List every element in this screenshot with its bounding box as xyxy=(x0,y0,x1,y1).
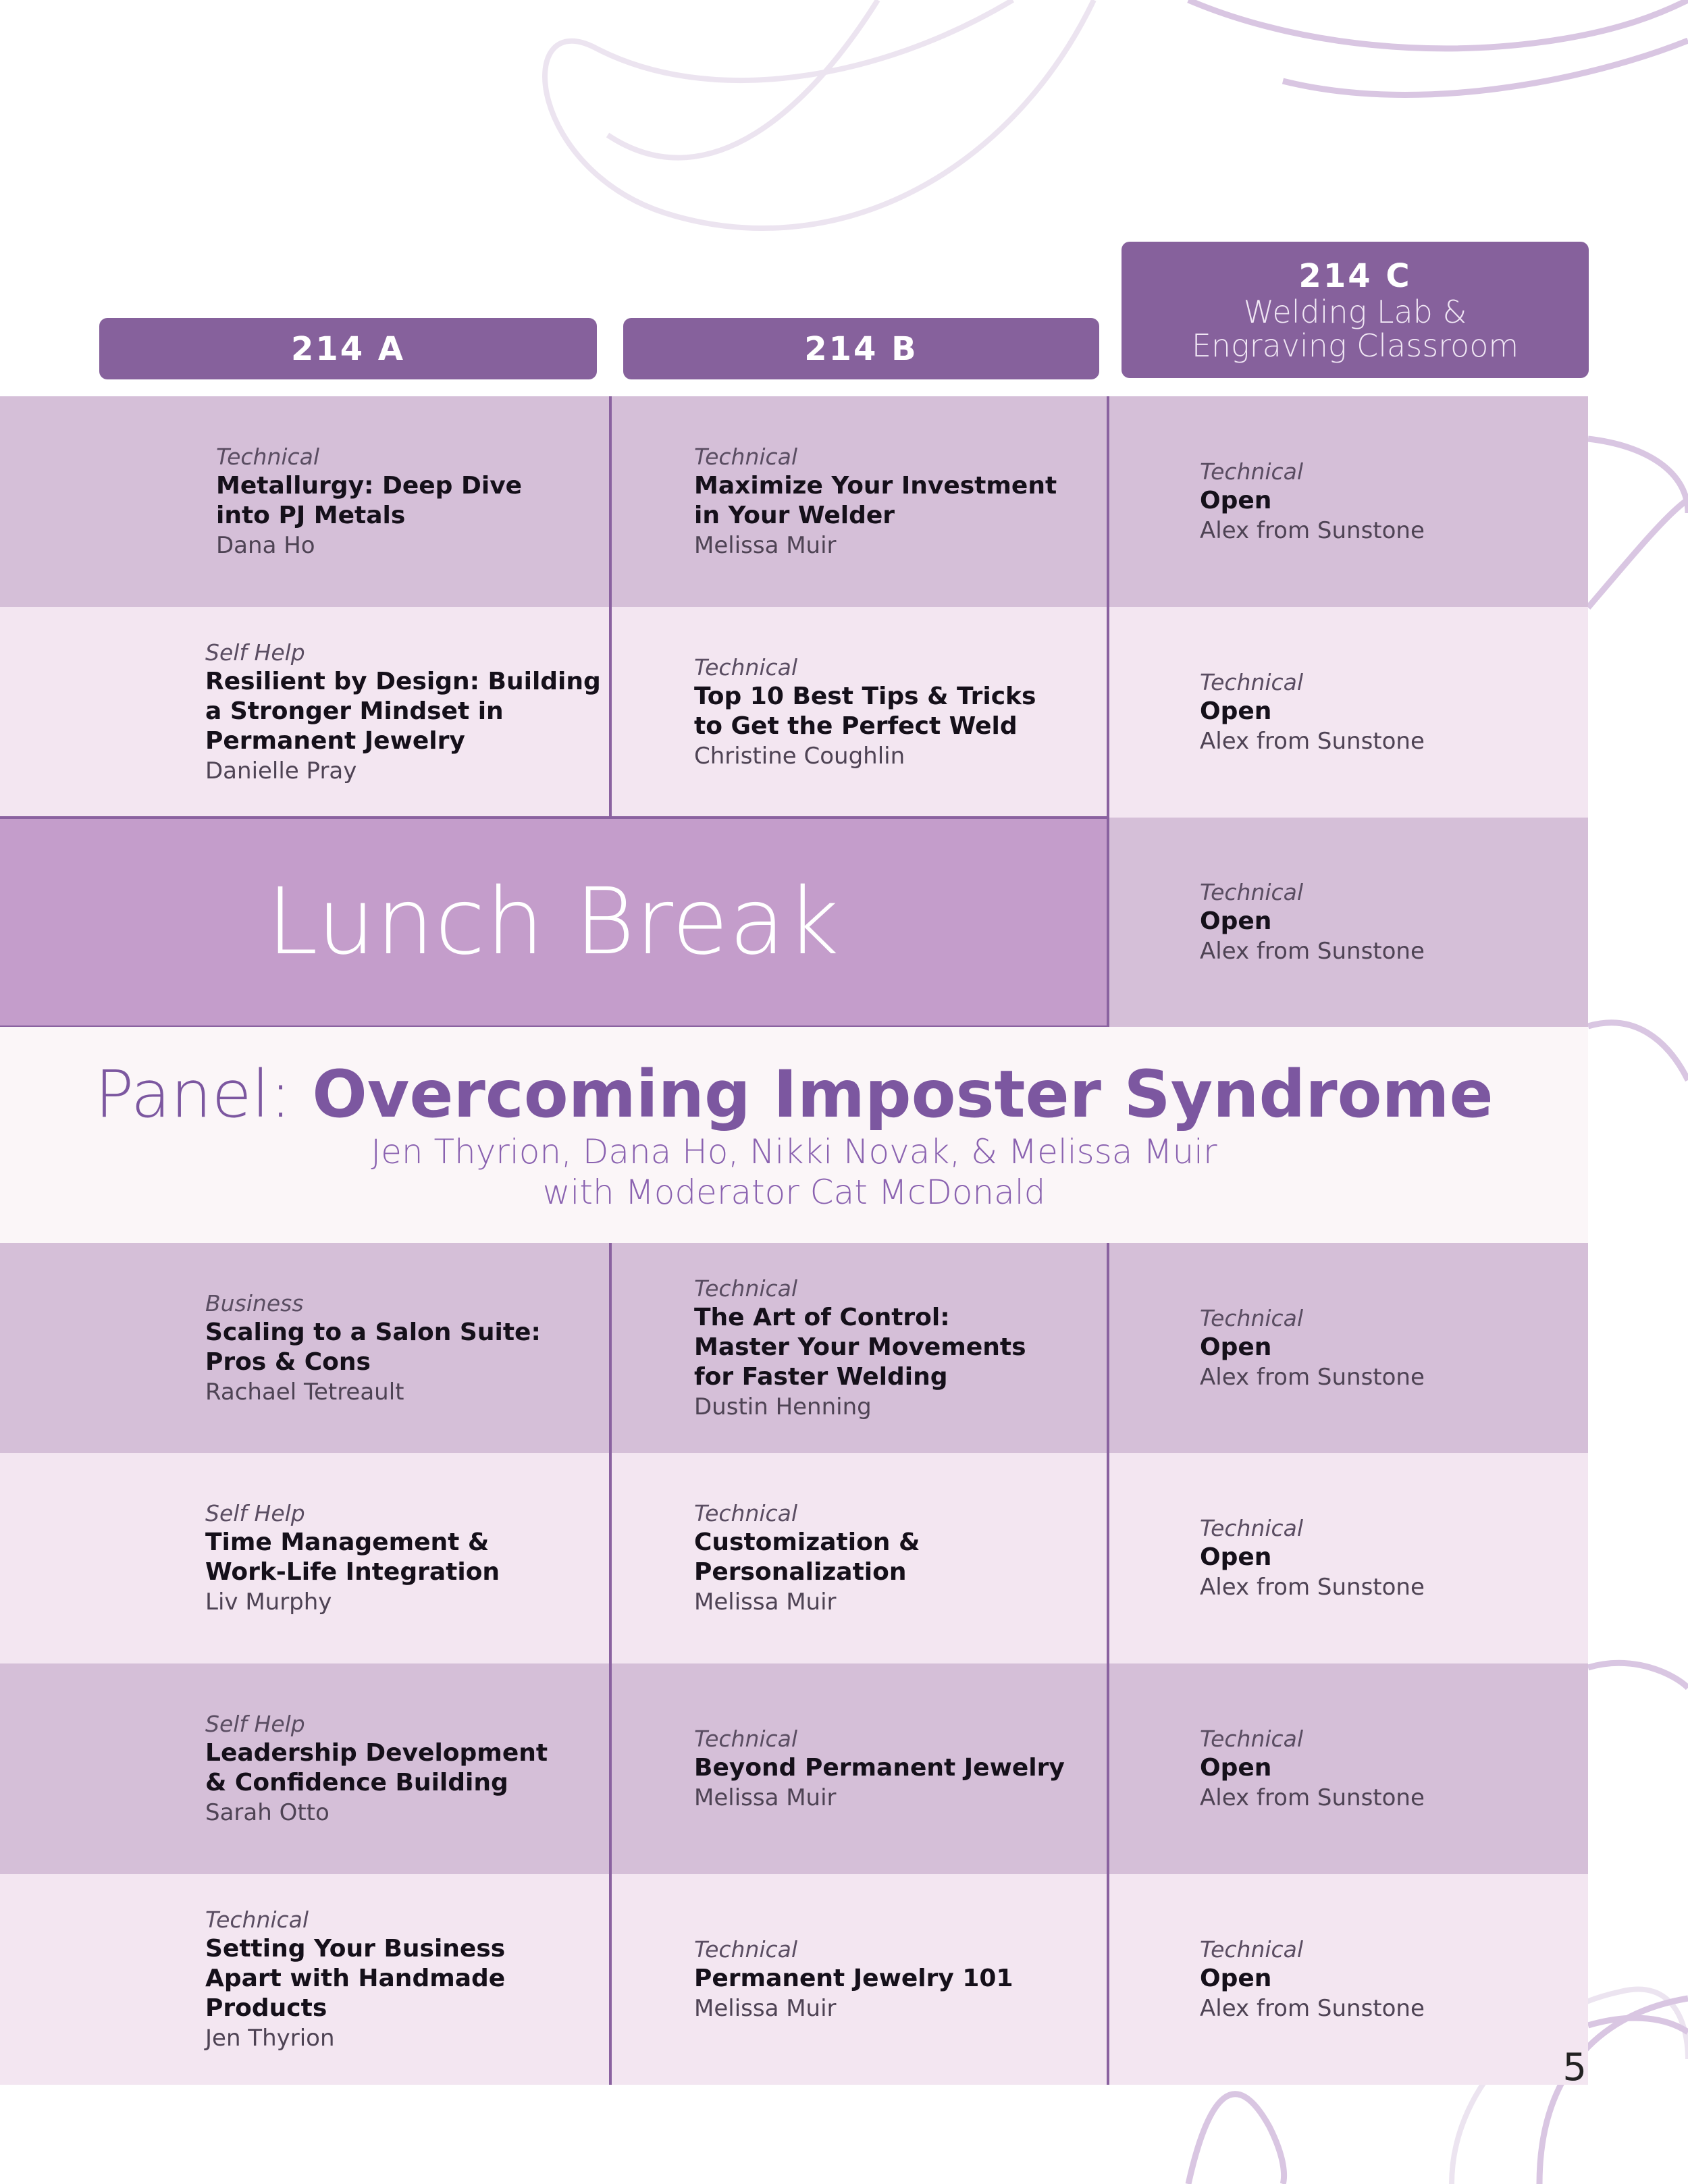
session-cell-214a xyxy=(0,607,612,818)
session-cell-214c xyxy=(1109,607,1588,818)
session-title: Master Your Movements xyxy=(694,1333,1026,1361)
session-title: Open xyxy=(1200,697,1272,725)
session-cell-214a xyxy=(0,1663,612,1874)
session-row-5 xyxy=(0,1663,1588,1874)
room-name: 214 A xyxy=(290,329,406,368)
session-category: Technical xyxy=(694,1936,798,1963)
session-category: Technical xyxy=(216,444,320,470)
session-cell-214a xyxy=(0,396,612,607)
session-speaker: Rachael Tetreault xyxy=(205,1378,404,1406)
session-row-2 xyxy=(0,607,1588,818)
session-title: Setting Your Business xyxy=(205,1935,506,1963)
session-category: Technical xyxy=(1200,458,1304,485)
session-row-4 xyxy=(0,1453,1588,1663)
session-cell-214b xyxy=(612,607,1109,818)
session-title: Personalization xyxy=(694,1558,907,1586)
session-cell-214a xyxy=(0,1874,612,2085)
session-category: Technical xyxy=(1200,1936,1304,1963)
session-title: Open xyxy=(1200,487,1272,514)
session-title: Scaling to a Salon Suite: xyxy=(205,1318,541,1346)
session-category: Technical xyxy=(1200,1515,1304,1541)
session-speaker: Dana Ho xyxy=(216,532,315,559)
session-speaker: Melissa Muir xyxy=(694,532,837,559)
session-title: Open xyxy=(1200,1333,1272,1361)
session-title: into PJ Metals xyxy=(216,502,406,529)
session-title: Permanent Jewelry xyxy=(205,727,465,755)
session-category: Technical xyxy=(694,1275,798,1302)
session-cell-214a xyxy=(0,1453,612,1663)
panel-moderator: with Moderator Cat McDonald xyxy=(542,1173,1046,1212)
session-title: & Confidence Building xyxy=(205,1769,508,1796)
session-cell-214a xyxy=(0,1243,612,1453)
panel-panelists: Jen Thyrion, Dana Ho, Nikki Novak, & Melissa Muir xyxy=(371,1132,1217,1171)
session-category: Technical xyxy=(1200,1726,1304,1752)
session-category: Self Help xyxy=(205,1500,305,1526)
room-name: 214 C xyxy=(1298,257,1412,295)
session-title: Metallurgy: Deep Dive xyxy=(216,472,523,500)
room-subtitle: Engraving Classroom xyxy=(1191,327,1519,364)
session-title: Open xyxy=(1200,907,1272,935)
session-cell-214c xyxy=(1109,1663,1588,1874)
session-speaker: Christine Coughlin xyxy=(694,743,905,770)
panel-title: Overcoming Imposter Syndrome xyxy=(312,1057,1494,1132)
session-row-1 xyxy=(0,396,1588,607)
session-speaker: Alex from Sunstone xyxy=(1200,1574,1425,1601)
session-speaker: Alex from Sunstone xyxy=(1200,1784,1425,1811)
session-speaker: Jen Thyrion xyxy=(205,2025,335,2052)
session-cell-214c xyxy=(1109,1874,1588,2085)
session-speaker: Liv Murphy xyxy=(205,1589,332,1616)
session-title: a Stronger Mindset in xyxy=(205,697,504,725)
session-cell-214b xyxy=(612,1453,1109,1663)
session-category: Technical xyxy=(694,1726,798,1752)
session-speaker: Alex from Sunstone xyxy=(1200,1995,1425,2022)
session-title: Beyond Permanent Jewelry xyxy=(694,1754,1065,1782)
session-cell-214c xyxy=(1109,1453,1588,1663)
session-cell-214b xyxy=(612,1663,1109,1874)
session-category: Technical xyxy=(694,444,798,470)
session-title: to Get the Perfect Weld xyxy=(694,712,1018,740)
lunch-break-label: Lunch Break xyxy=(267,869,840,976)
room-header-214a xyxy=(99,318,597,379)
session-title: Maximize Your Investment xyxy=(694,472,1057,500)
room-subtitle: Welding Lab & xyxy=(1243,294,1467,330)
session-cell-214b xyxy=(612,396,1109,607)
session-category: Technical xyxy=(205,1907,309,1933)
session-speaker: Dustin Henning xyxy=(694,1393,872,1420)
session-title: Time Management & xyxy=(205,1528,490,1556)
session-cell-214c xyxy=(1109,1243,1588,1453)
session-speaker: Melissa Muir xyxy=(694,1589,837,1616)
session-category: Technical xyxy=(1200,879,1304,905)
session-cell-214b xyxy=(612,1243,1109,1453)
session-category: Business xyxy=(205,1289,304,1316)
session-speaker: Melissa Muir xyxy=(694,1995,837,2022)
session-speaker: Alex from Sunstone xyxy=(1200,728,1425,755)
session-title: Customization & xyxy=(694,1528,920,1556)
session-title: Resilient by Design: Building xyxy=(205,668,601,695)
panel-heading xyxy=(95,1057,1493,1131)
session-category: Technical xyxy=(694,1500,798,1526)
session-title: Leadership Development xyxy=(205,1739,548,1767)
room-header-214b xyxy=(623,318,1099,379)
session-title: Open xyxy=(1200,1543,1272,1571)
room-header-214c xyxy=(1122,242,1589,378)
session-title: Permanent Jewelry 101 xyxy=(694,1965,1013,1992)
session-category: Self Help xyxy=(205,639,305,666)
session-speaker: Alex from Sunstone xyxy=(1200,517,1425,544)
session-category: Technical xyxy=(1200,669,1304,695)
room-name: 214 B xyxy=(804,329,918,368)
session-title: Open xyxy=(1200,1754,1272,1782)
session-cell-214c xyxy=(1109,396,1588,607)
session-category: Technical xyxy=(1200,1304,1304,1331)
session-title: Products xyxy=(205,1994,327,2022)
session-speaker: Sarah Otto xyxy=(205,1799,329,1826)
session-category: Technical xyxy=(694,654,798,681)
panel-label: Panel: xyxy=(95,1057,292,1132)
session-title: Open xyxy=(1200,1965,1272,1992)
session-title: in Your Welder xyxy=(694,502,895,529)
session-title: for Faster Welding xyxy=(694,1362,948,1391)
session-speaker: Melissa Muir xyxy=(694,1784,837,1811)
session-row-3 xyxy=(0,1243,1588,1453)
session-row-6 xyxy=(0,1874,1588,2085)
session-cell-214c xyxy=(1109,818,1588,1027)
session-speaker: Alex from Sunstone xyxy=(1200,1363,1425,1391)
session-speaker: Alex from Sunstone xyxy=(1200,938,1425,965)
session-category: Self Help xyxy=(205,1711,305,1737)
session-title: Top 10 Best Tips & Tricks xyxy=(694,683,1036,710)
session-title: Pros & Cons xyxy=(205,1348,371,1376)
panel-banner xyxy=(0,1027,1588,1243)
lunch-break-block xyxy=(0,816,1109,1028)
session-title: Apart with Handmade xyxy=(205,1965,506,1992)
session-cell-214b xyxy=(612,1874,1109,2085)
page-number: 5 xyxy=(1562,2046,1587,2089)
session-title: The Art of Control: xyxy=(694,1303,950,1331)
session-speaker: Danielle Pray xyxy=(205,757,357,784)
session-title: Work-Life Integration xyxy=(205,1558,500,1586)
